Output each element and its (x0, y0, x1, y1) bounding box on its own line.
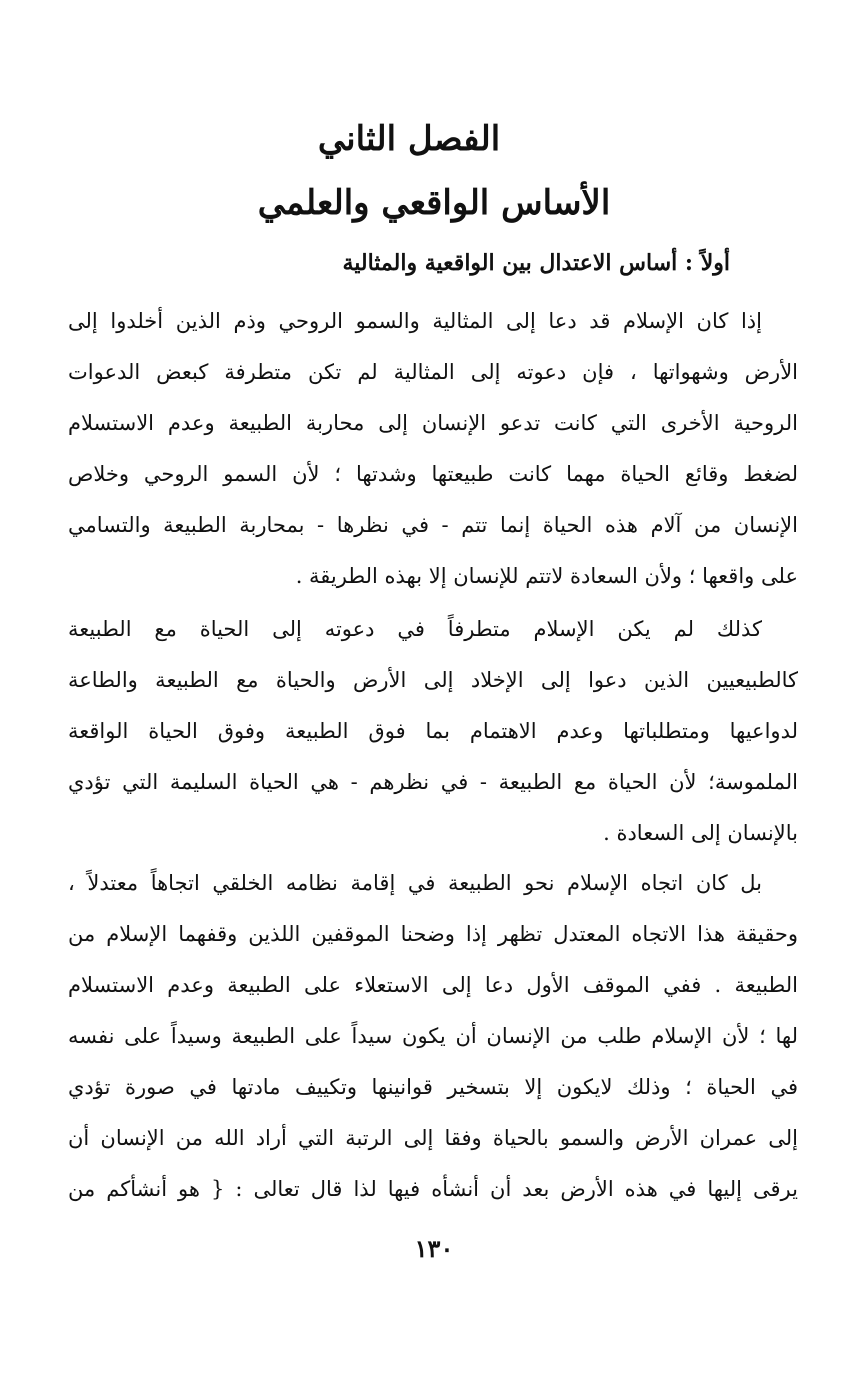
text-line: إذا كان الإسلام قد دعا إلى المثالية والسمو الروحي وذم الذين أخلدوا إلى (68, 309, 762, 333)
text-line: الإنسان من آلام هذه الحياة إنما تتم - في نظرها - بمحاربة الطبيعة والتسامي (68, 513, 798, 537)
text-line: وحقيقة هذا الاتجاه المعتدل تظهر إذا وضحنا الموقفين اللذين وقفهما الإسلام من (68, 922, 798, 946)
text-line: بل كان اتجاه الإسلام نحو الطبيعة في إقامة نظامه الخلقي اتجاهاً معتدلاً ، (68, 871, 762, 895)
text-line: لدواعيها ومتطلباتها وعدم الاهتمام بما فوق الطبيعة وفوق الحياة الواقعة (68, 719, 798, 743)
text-line: كذلك لم يكن الإسلام متطرفاً في دعوته إلى الحياة مع الطبيعة (68, 617, 762, 641)
text-line: إلى عمران الأرض والسمو بالحياة وفقا إلى الرتبة التي أراد الله من الإنسان أن (68, 1126, 798, 1150)
paragraph-2 (68, 604, 798, 859)
text-line: الأرض وشهواتها ، فإن دعوته إلى المثالية لم تكن متطرفة كبعض الدعوات (68, 360, 798, 384)
text-line: يرقى إليها في هذه الأرض بعد أن أنشأه فيها لذا قال تعالى : { هو أنشأكم من (68, 1177, 798, 1201)
text-line: الملموسة؛ لأن الحياة مع الطبيعة - في نظرهم - هي الحياة السليمة التي تؤدي (68, 770, 798, 794)
page-number: ١٣٠ (414, 1234, 454, 1263)
text-line: بالإنسان إلى السعادة . (603, 821, 798, 845)
paragraph-1 (68, 296, 798, 602)
section-title: الأساس الواقعي والعلمي (257, 183, 611, 223)
text-line: على واقعها ؛ ولأن السعادة لاتتم للإنسان إلا بهذه الطريقة . (295, 564, 798, 588)
text-line: الروحية الأخرى التي كانت تدعو الإنسان إلى محاربة الطبيعة وعدم الاستسلام (68, 411, 798, 435)
text-line: الطبيعة . ففي الموقف الأول دعا إلى الاستعلاء على الطبيعة وعدم الاستسلام (68, 973, 798, 997)
text-line: كالطبيعيين الذين دعوا إلى الإخلاد إلى الأرض والحياة مع الطبيعة والطاعة (68, 668, 798, 692)
chapter-title: الفصل الثاني (317, 119, 501, 159)
text-line: لها ؛ لأن الإسلام طلب من الإنسان أن يكون سيداً على الطبيعة وسيداً على نفسه (68, 1024, 798, 1048)
text-line: لضغط وقائع الحياة مهما كانت طبيعتها وشدتها ؛ لأن السمو الروحي وخلاص (68, 462, 798, 486)
paragraph-3 (68, 858, 798, 1215)
subheading: أولاً : أساس الاعتدال بين الواقعية والمثالية (342, 250, 730, 276)
text-line: في الحياة ؛ وذلك لايكون إلا بتسخير قوانينها وتكييف مادتها في صورة تؤدي (68, 1075, 798, 1099)
